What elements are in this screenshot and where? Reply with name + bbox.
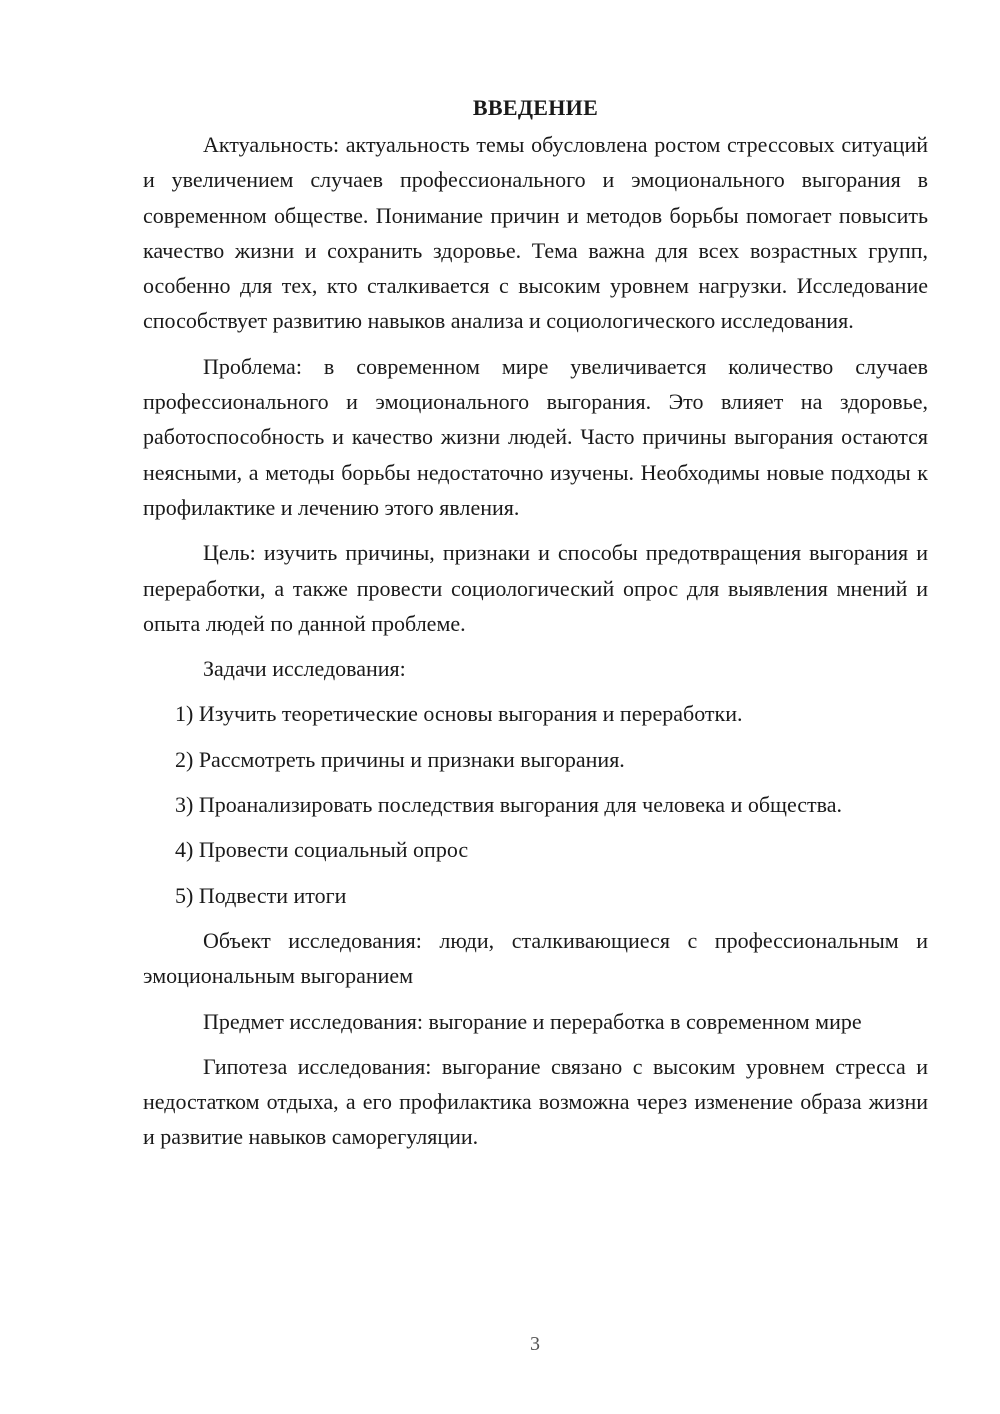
subject-paragraph: Предмет исследования: выгорание и переработка в современном мире xyxy=(203,1008,862,1034)
relevance-paragraph: Актуальность: актуальность темы обусловлена ростом стрессовых ситуаций и увеличением случаев профессионального и эмоционального выгорания в современном обществе. Понимание причин и методов борьбы помогает повысить качество жизни и сохранить здоровье. Тема важна для всех возрастных групп, особенно для тех, кто сталкивается с высоким уровнем нагрузки. Исследование способствует развитию навыков анализа и социологического исследования. xyxy=(143,132,928,334)
goal-paragraph: Цель: изучить причины, признаки и способы предотвращения выгорания и переработки, а также провести социологический опрос для выявления мнений и опыта людей по данной проблеме. xyxy=(143,540,928,636)
object-paragraph: Объект исследования: люди, сталкивающиеся с профессиональным и эмоциональным выгоранием xyxy=(143,927,928,989)
task-item: 1) Изучить теоретические основы выгорания и переработки. xyxy=(175,701,743,727)
task-item: 5) Подвести итоги xyxy=(175,882,347,908)
page-number: 3 xyxy=(530,1333,540,1355)
task-item: 3) Проанализировать последствия выгорания для человека и общества. xyxy=(175,792,843,818)
hypothesis-paragraph: Гипотеза исследования: выгорание связано с высоким уровнем стресса и недостатком отдыха, а его профилактика возможна через изменение образа жизни и развитие навыков саморегуляции. xyxy=(143,1053,928,1150)
tasks-heading: Задачи исследования: xyxy=(203,656,406,682)
document-page xyxy=(143,92,928,1165)
task-item: 2) Рассмотреть причины и признаки выгорания. xyxy=(175,746,625,772)
section-title: ВВЕДЕНИЕ xyxy=(472,95,599,120)
task-item: 4) Провести социальный опрос xyxy=(175,837,469,863)
problem-paragraph: Проблема: в современном мире увеличивается количество случаев профессионального и эмоционального выгорания. Это влияет на здоровье, работоспособность и качество жизни людей. Часто причины выгорания остаются неясными, а методы борьбы недостаточно изучены. Необходимы новые подходы к профилактике и лечению этого явления. xyxy=(143,353,928,520)
